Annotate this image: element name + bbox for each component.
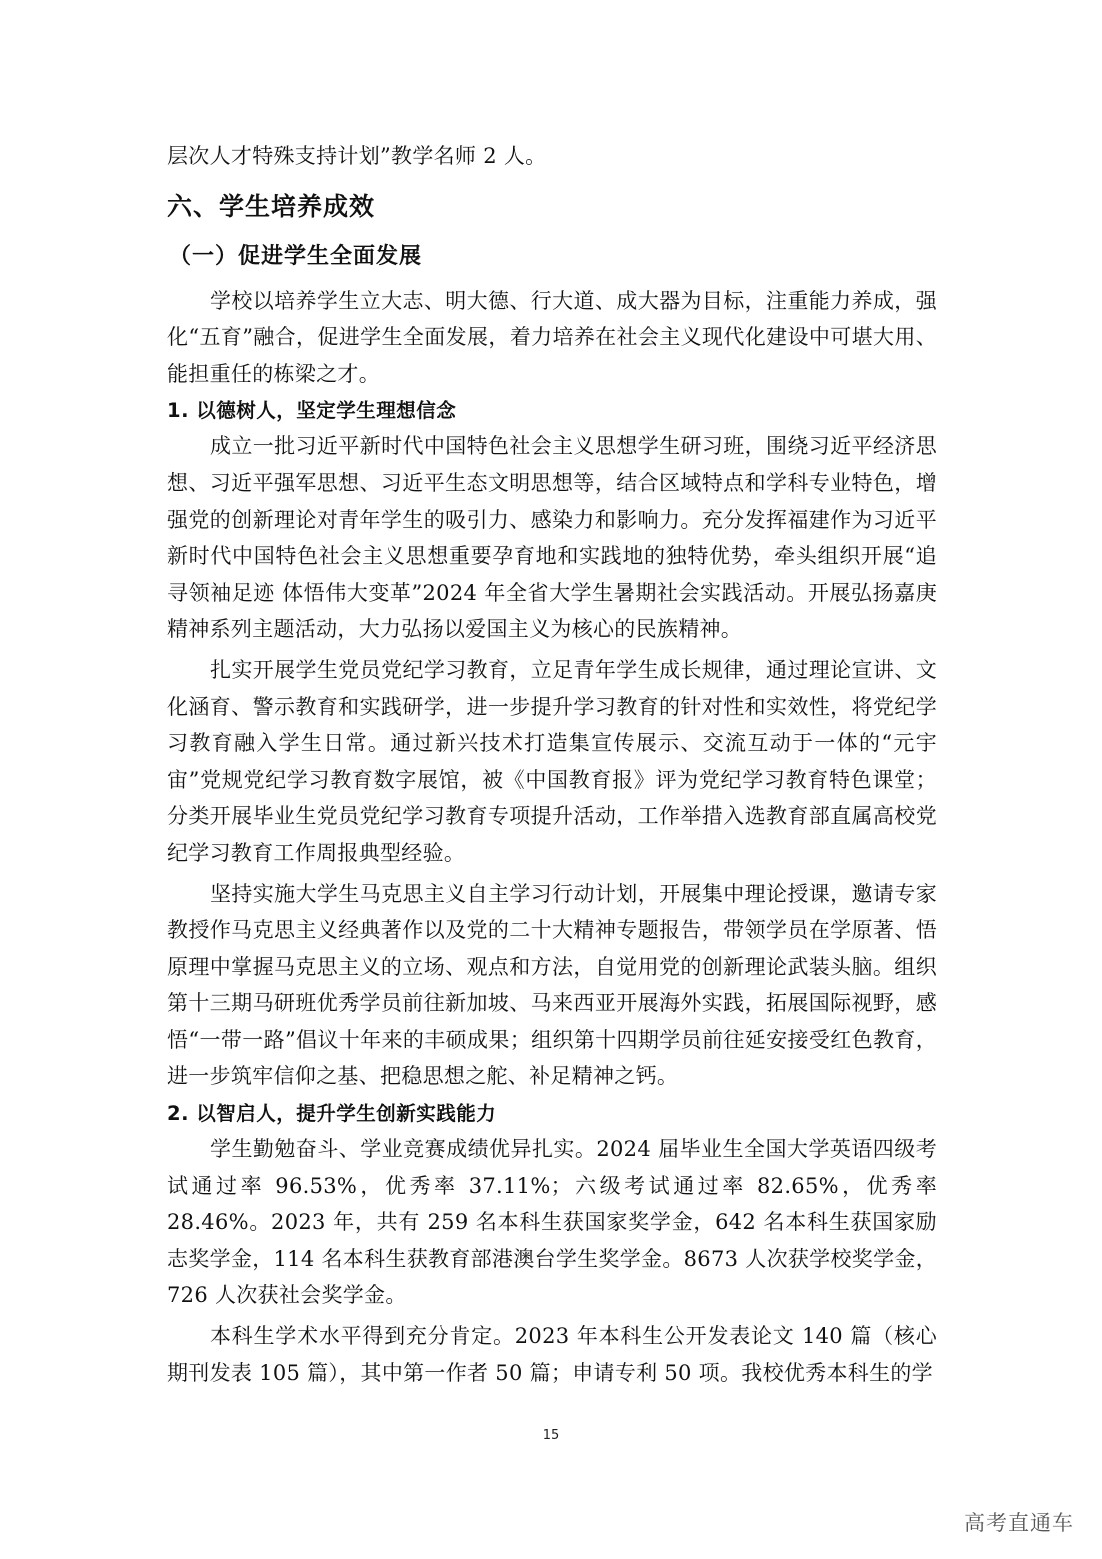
watermark-text: 高考直通车: [964, 1511, 1074, 1535]
document-body: [167, 138, 937, 1391]
paragraph-research-output: 本科生学术水平得到充分肯定。2023 年本科生公开发表论文 140 篇（核心期刊发表 105 篇），其中第一作者 50 篇；申请专利 50 项。我校优秀本科生的学: [167, 1324, 937, 1385]
paragraph-party-discipline: 扎实开展学生党员党纪学习教育，立足青年学生成长规律，通过理论宣讲、文化涵育、警示教育和实践研学，进一步提升学习教育的针对性和实效性，将党纪学习教育融入学生日常。通过新兴技术打造集宣传展示、交流互动于一体的“元宇宙”党规党纪学习教育数字展馆，被《中国教育报》评为党纪学习教育特色课堂；分类开展毕业生党员党纪学习教育专项提升活动，工作举措入选教育部直属高校党纪学习教育工作周报典型经验。: [167, 657, 937, 865]
continuation-text: 层次人才特殊支持计划”教学名师 2 人。: [167, 144, 547, 168]
section-title: 六、学生培养成效: [167, 191, 376, 221]
paragraph-marxism-plan: 坚持实施大学生马克思主义自主学习行动计划，开展集中理论授课，邀请专家教授作马克思主义经典著作以及党的二十大精神专题报告，带领学员在学原著、悟原理中掌握马克思主义的立场、观点和方法，自觉用党的创新理论武装头脑。组织第十三期马研班优秀学员前往新加坡、马来西亚开展海外实践，拓展国际视野，感悟“一带一路”倡议十年来的丰硕成果；组织第十四期学员前往延安接受红色教育，进一步筑牢信仰之基、把稳思想之舵、补足精神之钙。: [167, 881, 937, 1089]
paragraph-academic-results: 学生勤勉奋斗、学业竞赛成绩优异扎实。2024 届毕业生全国大学英语四级考试通过率 96.53%，优秀率 37.11%；六级考试通过率 82.65%，优秀率 28.46%。2023 年，共有 259 名本科生获国家奖学金，642 名本科生获国家励志奖学金，114 名本科生获教育部港澳台学生奖学金。8673 人次获学校奖学金，726 人次获社会奖学金。: [167, 1137, 937, 1308]
heading-innovation-ability: 2. 以智启人，提升学生创新实践能力: [167, 1102, 497, 1126]
page-number: 15: [542, 1428, 560, 1443]
intro-paragraph: 学校以培养学生立大志、明大德、行大道、成大器为目标，注重能力养成，强化“五育”融合，促进学生全面发展，着力培养在社会主义现代化建设中可堪大用、能担重任的栋梁之才。: [167, 288, 937, 386]
subsection-title: （一）促进学生全面发展: [169, 243, 423, 269]
heading-moral-education: 1. 以德树人，坚定学生理想信念: [167, 399, 457, 423]
paragraph-study-groups: 成立一批习近平新时代中国特色社会主义思想学生研习班，围绕习近平经济思想、习近平强军思想、习近平生态文明思想等，结合区域特点和学科专业特色，增强党的创新理论对青年学生的吸引力、感染力和影响力。充分发挥福建作为习近平新时代中国特色社会主义思想重要孕育地和实践地的独特优势，牵头组织开展“追寻领袖足迹 体悟伟大变革”2024 年全省大学生暑期社会实践活动。开展弘扬嘉庚精神系列主题活动，大力弘扬以爱国主义为核心的民族精神。: [167, 434, 937, 642]
